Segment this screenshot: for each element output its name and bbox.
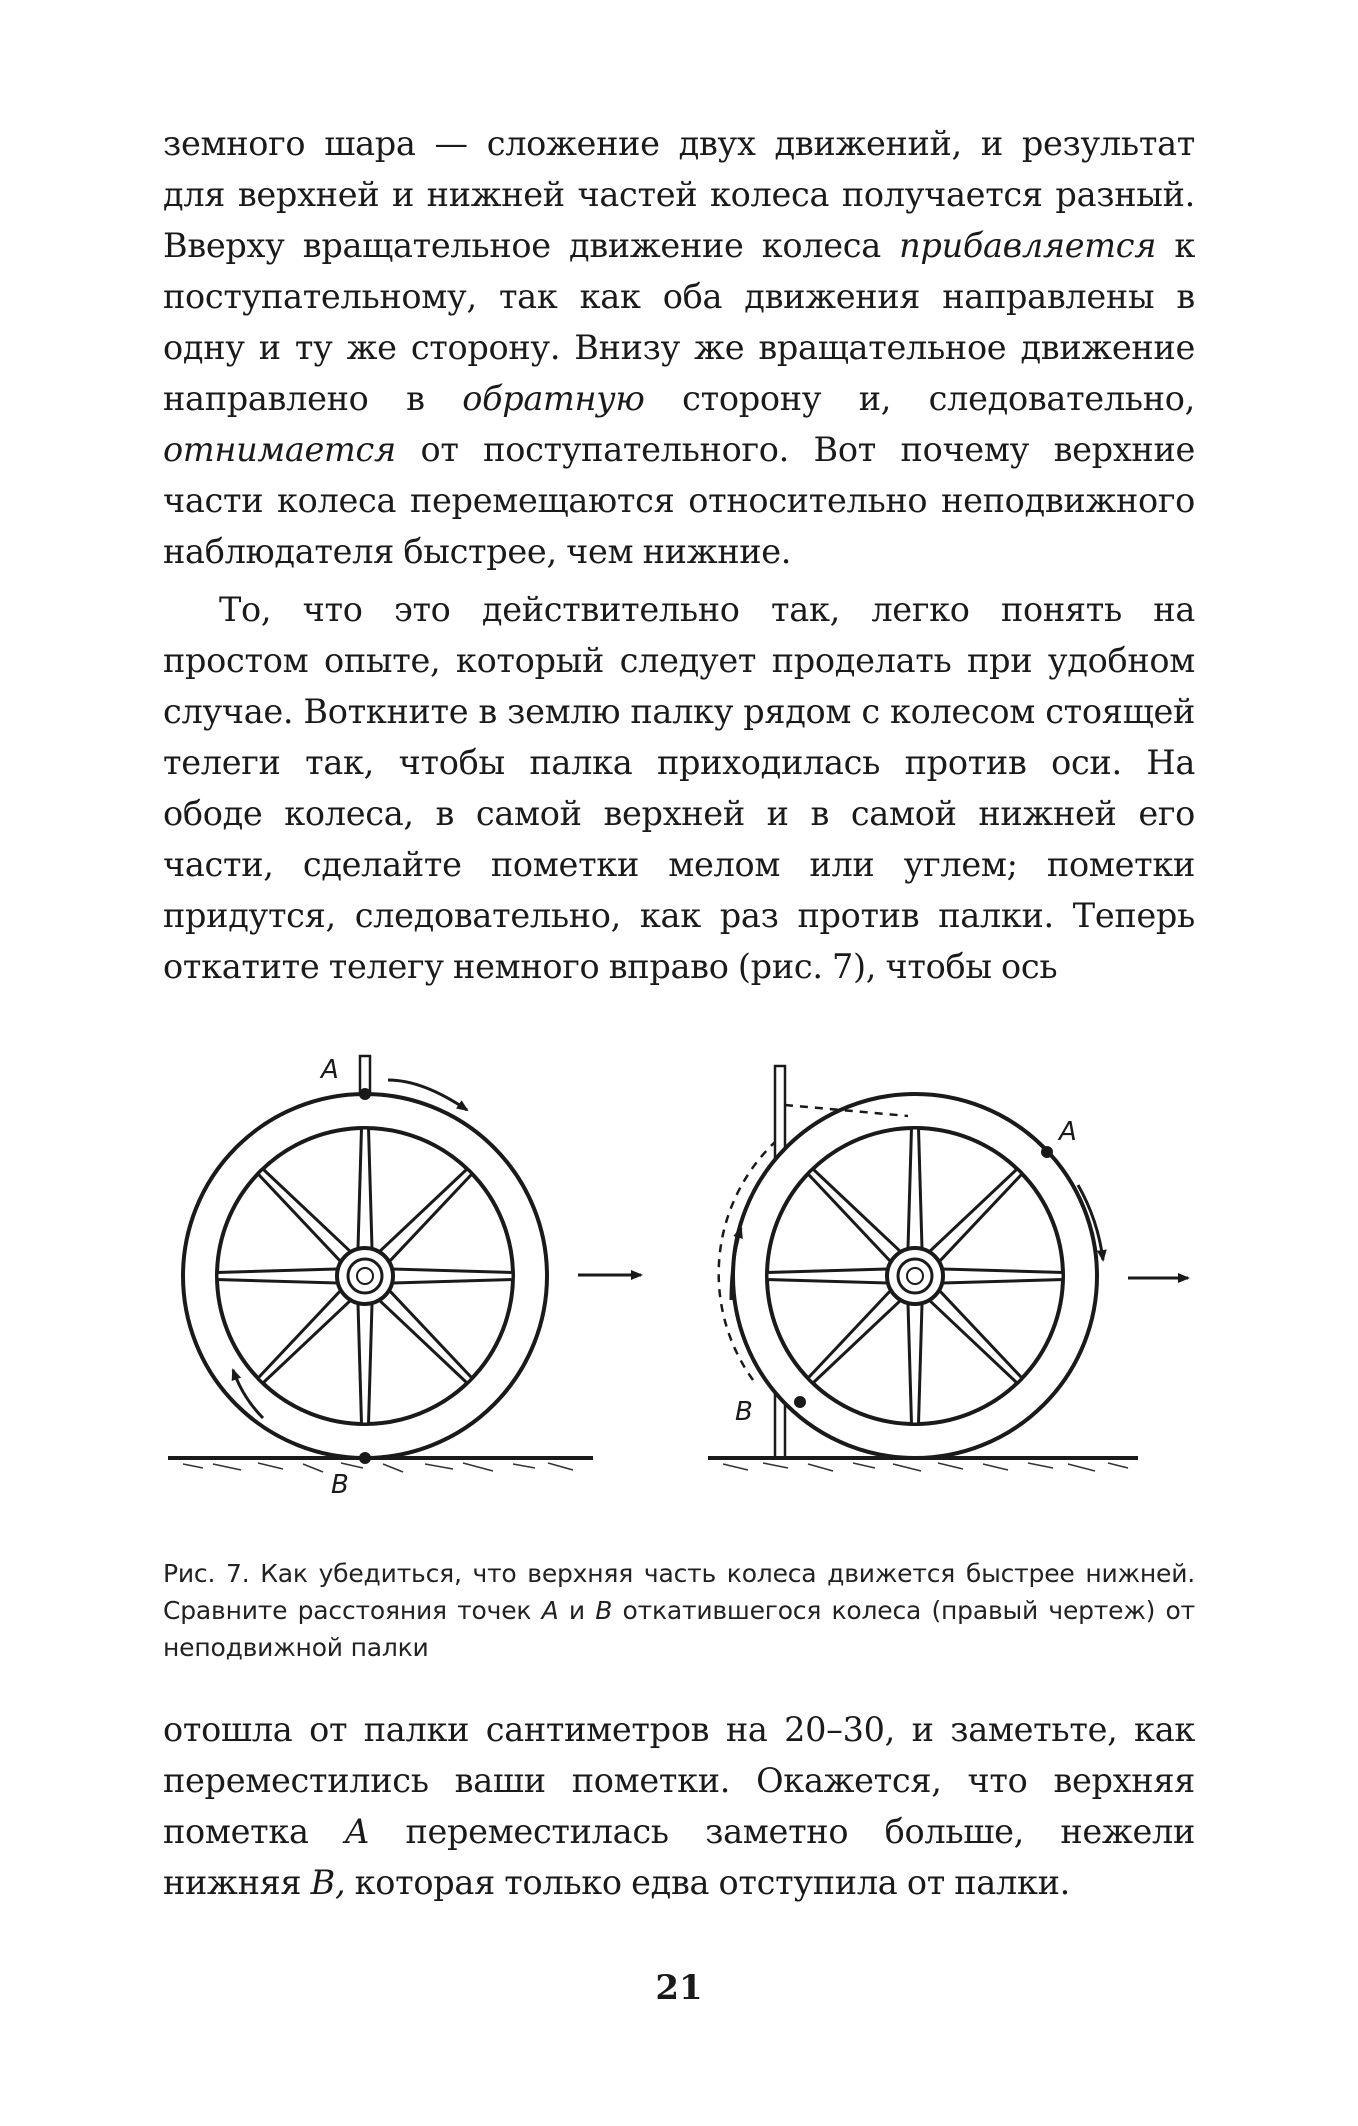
label-a-left: A	[321, 1055, 339, 1085]
hub-left	[337, 1248, 393, 1304]
wheel-illustration	[163, 1050, 1195, 1540]
body-text-bottom	[163, 1704, 1195, 1908]
mark-b-right	[794, 1396, 806, 1408]
body-text-top	[163, 118, 1195, 992]
emphasis-text: прибавляется	[899, 226, 1157, 265]
text-run: сторону и, следовательно,	[644, 379, 1195, 418]
ground-hatching-left	[183, 1463, 573, 1472]
emphasis-text: A	[541, 1596, 559, 1625]
right-wheel	[708, 1066, 1188, 1471]
paragraph-1	[163, 118, 1195, 577]
text-run: земного шара — сложение двух движений, и результат для верхней и нижней частей колеса получается разный. Вверху вращательное движение колеса	[163, 124, 1195, 265]
label-a-right: A	[1059, 1117, 1077, 1147]
emphasis-text: B,	[310, 1863, 346, 1902]
wheel-spoke	[358, 1304, 372, 1424]
figure-caption	[163, 1555, 1195, 1666]
wheel-spoke	[908, 1128, 922, 1248]
mark-a-right	[1041, 1146, 1053, 1158]
page-number: 21	[655, 1968, 703, 2008]
emphasis-text: A	[345, 1812, 370, 1851]
wheel-spoke	[217, 1269, 337, 1283]
text-run: и	[558, 1596, 596, 1625]
text-run: отошла от палки сантиметров на 20–30, и заметьте, как переместились ваши пометки. Окажется, что верхняя пометка	[163, 1710, 1195, 1851]
wheel-spoke	[908, 1304, 922, 1424]
text-run: которая только едва отступила от палки.	[345, 1863, 1070, 1902]
wheel-spoke	[393, 1269, 513, 1283]
wheel-spoke	[943, 1269, 1063, 1283]
label-b-right: B	[735, 1397, 753, 1427]
left-wheel	[168, 1055, 641, 1500]
emphasis-text: обратную	[462, 379, 645, 418]
paragraph-2: То, что это действительно так, легко понять на простом опыте, который следует проделать при удобном случае. Воткните в землю палку рядом с колесом стоящей телеги так, чтобы палка приходилась против оси. На ободе колеса, в самой верхней и в самой нижней его части, сделайте пометки мелом или углем; пометки придутся, следовательно, как раз против палки. Теперь откатите телегу немного вправо (рис. 7), чтобы ось	[163, 590, 1195, 986]
paragraph-3	[163, 1704, 1195, 1908]
emphasis-text: отнимается	[163, 430, 396, 469]
wheel-spoke	[767, 1269, 887, 1283]
text-run: Рис. 7. Как убедиться, что верхняя часть колеса движется быстрее нижней. Сравните расстояния точек	[163, 1559, 1195, 1625]
figure-wheels	[163, 1050, 1195, 1540]
text-run: откатившегося колеса (правый чертеж) от неподвижной палки	[163, 1596, 1196, 1662]
text-run: переместилась заметно больше, нежели нижняя	[163, 1812, 1195, 1902]
emphasis-text: B	[595, 1596, 613, 1625]
wheel-spoke	[358, 1128, 372, 1248]
text-run: к поступательному, так как оба движения направлены в одну и ту же сторону. Внизу же вращательное движение направлено в	[163, 226, 1195, 418]
text-run: от поступательного. Вот почему верхние части колеса перемещаются относительно неподвижного наблюдателя быстрее, чем нижние.	[163, 430, 1195, 571]
ground-hatching-right	[723, 1463, 1128, 1471]
hub-right	[887, 1248, 943, 1304]
label-b-left: B	[331, 1470, 349, 1500]
mark-b-left	[359, 1452, 371, 1464]
mark-a-left	[359, 1088, 371, 1100]
